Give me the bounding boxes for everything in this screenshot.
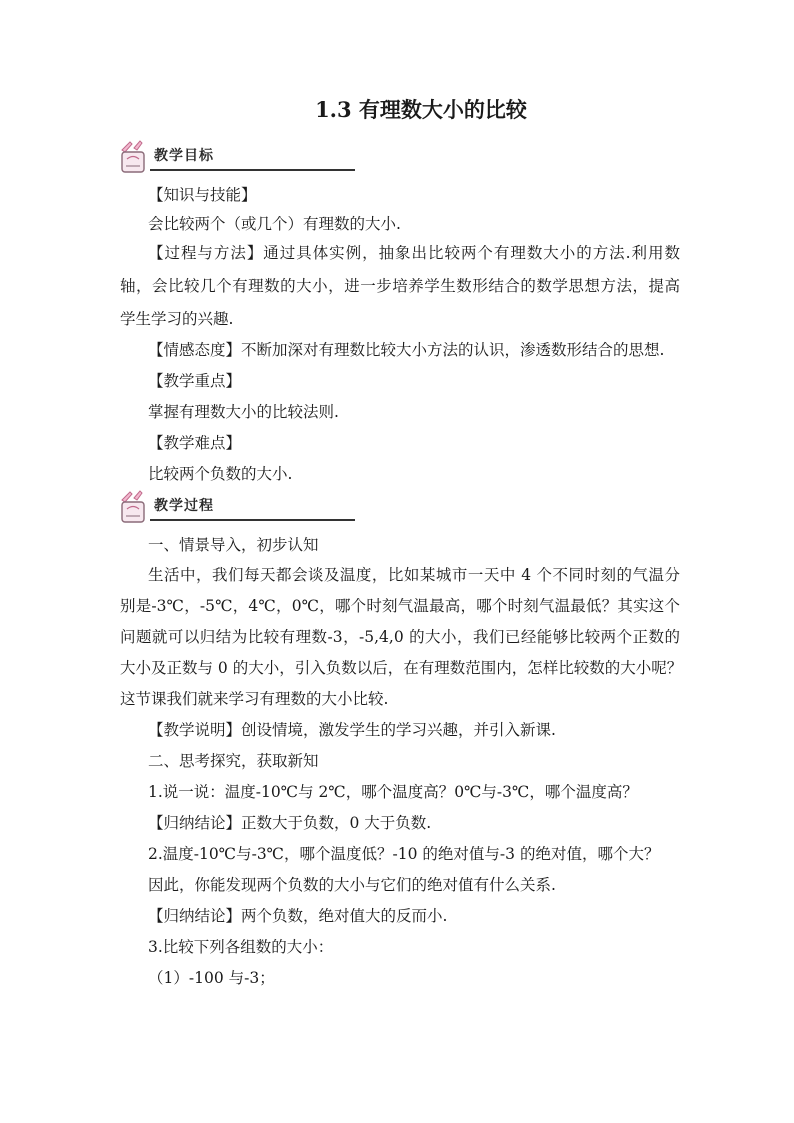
intro-line-2: 别是-3℃，-5℃，4℃，0℃，哪个时刻气温最高，哪个时刻气温最低？其实这个: [120, 597, 680, 615]
section-heading-process: [116, 490, 246, 524]
conclusion-2: 【归纳结论】两个负数，绝对值大的反而小.: [148, 907, 448, 925]
question-3-item-1: （1）-100 与-3；: [148, 969, 275, 987]
process-method-line-2: 轴，会比较几个有理数的大小，进一步培养学生数形结合的数学思想方法，提高: [120, 277, 680, 295]
knowledge-text: 会比较两个（或几个）有理数的大小.: [148, 215, 401, 233]
page-title: 1.3 有理数大小的比较: [315, 97, 527, 122]
key-point-label: 【教学重点】: [148, 372, 242, 390]
teaching-note: 【教学说明】创设情境，激发学生的学习兴趣，并引入新课.: [148, 721, 556, 739]
intro-line-5: 这节课我们就来学习有理数的大小比较.: [120, 690, 389, 708]
intro-line-3: 问题就可以归结为比较有理数-3，-5,4,0 的大小，我们已经能够比较两个正数的: [120, 628, 680, 646]
part1-heading: 一、情景导入，初步认知: [148, 536, 319, 554]
part2-heading: 二、思考探究，获取新知: [148, 752, 319, 770]
question-3: 3.比较下列各组数的大小：: [148, 938, 334, 956]
section-heading-label: 教学目标: [154, 148, 214, 164]
intro-line-1: 生活中，我们每天都会谈及温度，比如某城市一天中 4 个不同时刻的气温分: [148, 566, 680, 584]
conclusion-1: 【归纳结论】正数大于负数，0 大于负数.: [148, 814, 432, 832]
difficulty-label: 【教学难点】: [148, 434, 242, 452]
question-2-followup: 因此，你能发现两个负数的大小与它们的绝对值有什么关系.: [148, 876, 556, 894]
process-method-line-3: 学生学习的兴趣.: [120, 310, 234, 328]
key-point-text: 掌握有理数大小的比较法则.: [148, 403, 339, 421]
section-heading-label: 教学过程: [154, 498, 214, 514]
section-heading-goals: [116, 140, 246, 174]
section-underline: [150, 519, 355, 521]
attitude-text: 【情感态度】不断加深对有理数比较大小方法的认识，渗透数形结合的思想.: [148, 341, 665, 359]
question-1: 1.说一说：温度-10℃与 2℃，哪个温度高？0℃与-3℃，哪个温度高？: [148, 783, 638, 801]
process-method-line-1: 【过程与方法】通过具体实例，抽象出比较两个有理数大小的方法.利用数: [148, 244, 680, 262]
section-underline: [150, 169, 355, 171]
question-2: 2.温度-10℃与-3℃，哪个温度低？-10 的绝对值与-3 的绝对值，哪个大？: [148, 845, 660, 863]
difficulty-text: 比较两个负数的大小.: [148, 465, 293, 483]
knowledge-label: 【知识与技能】: [148, 186, 257, 204]
intro-line-4: 大小及正数与 0 的大小，引入负数以后，在有理数范围内，怎样比较数的大小呢？: [120, 659, 683, 677]
